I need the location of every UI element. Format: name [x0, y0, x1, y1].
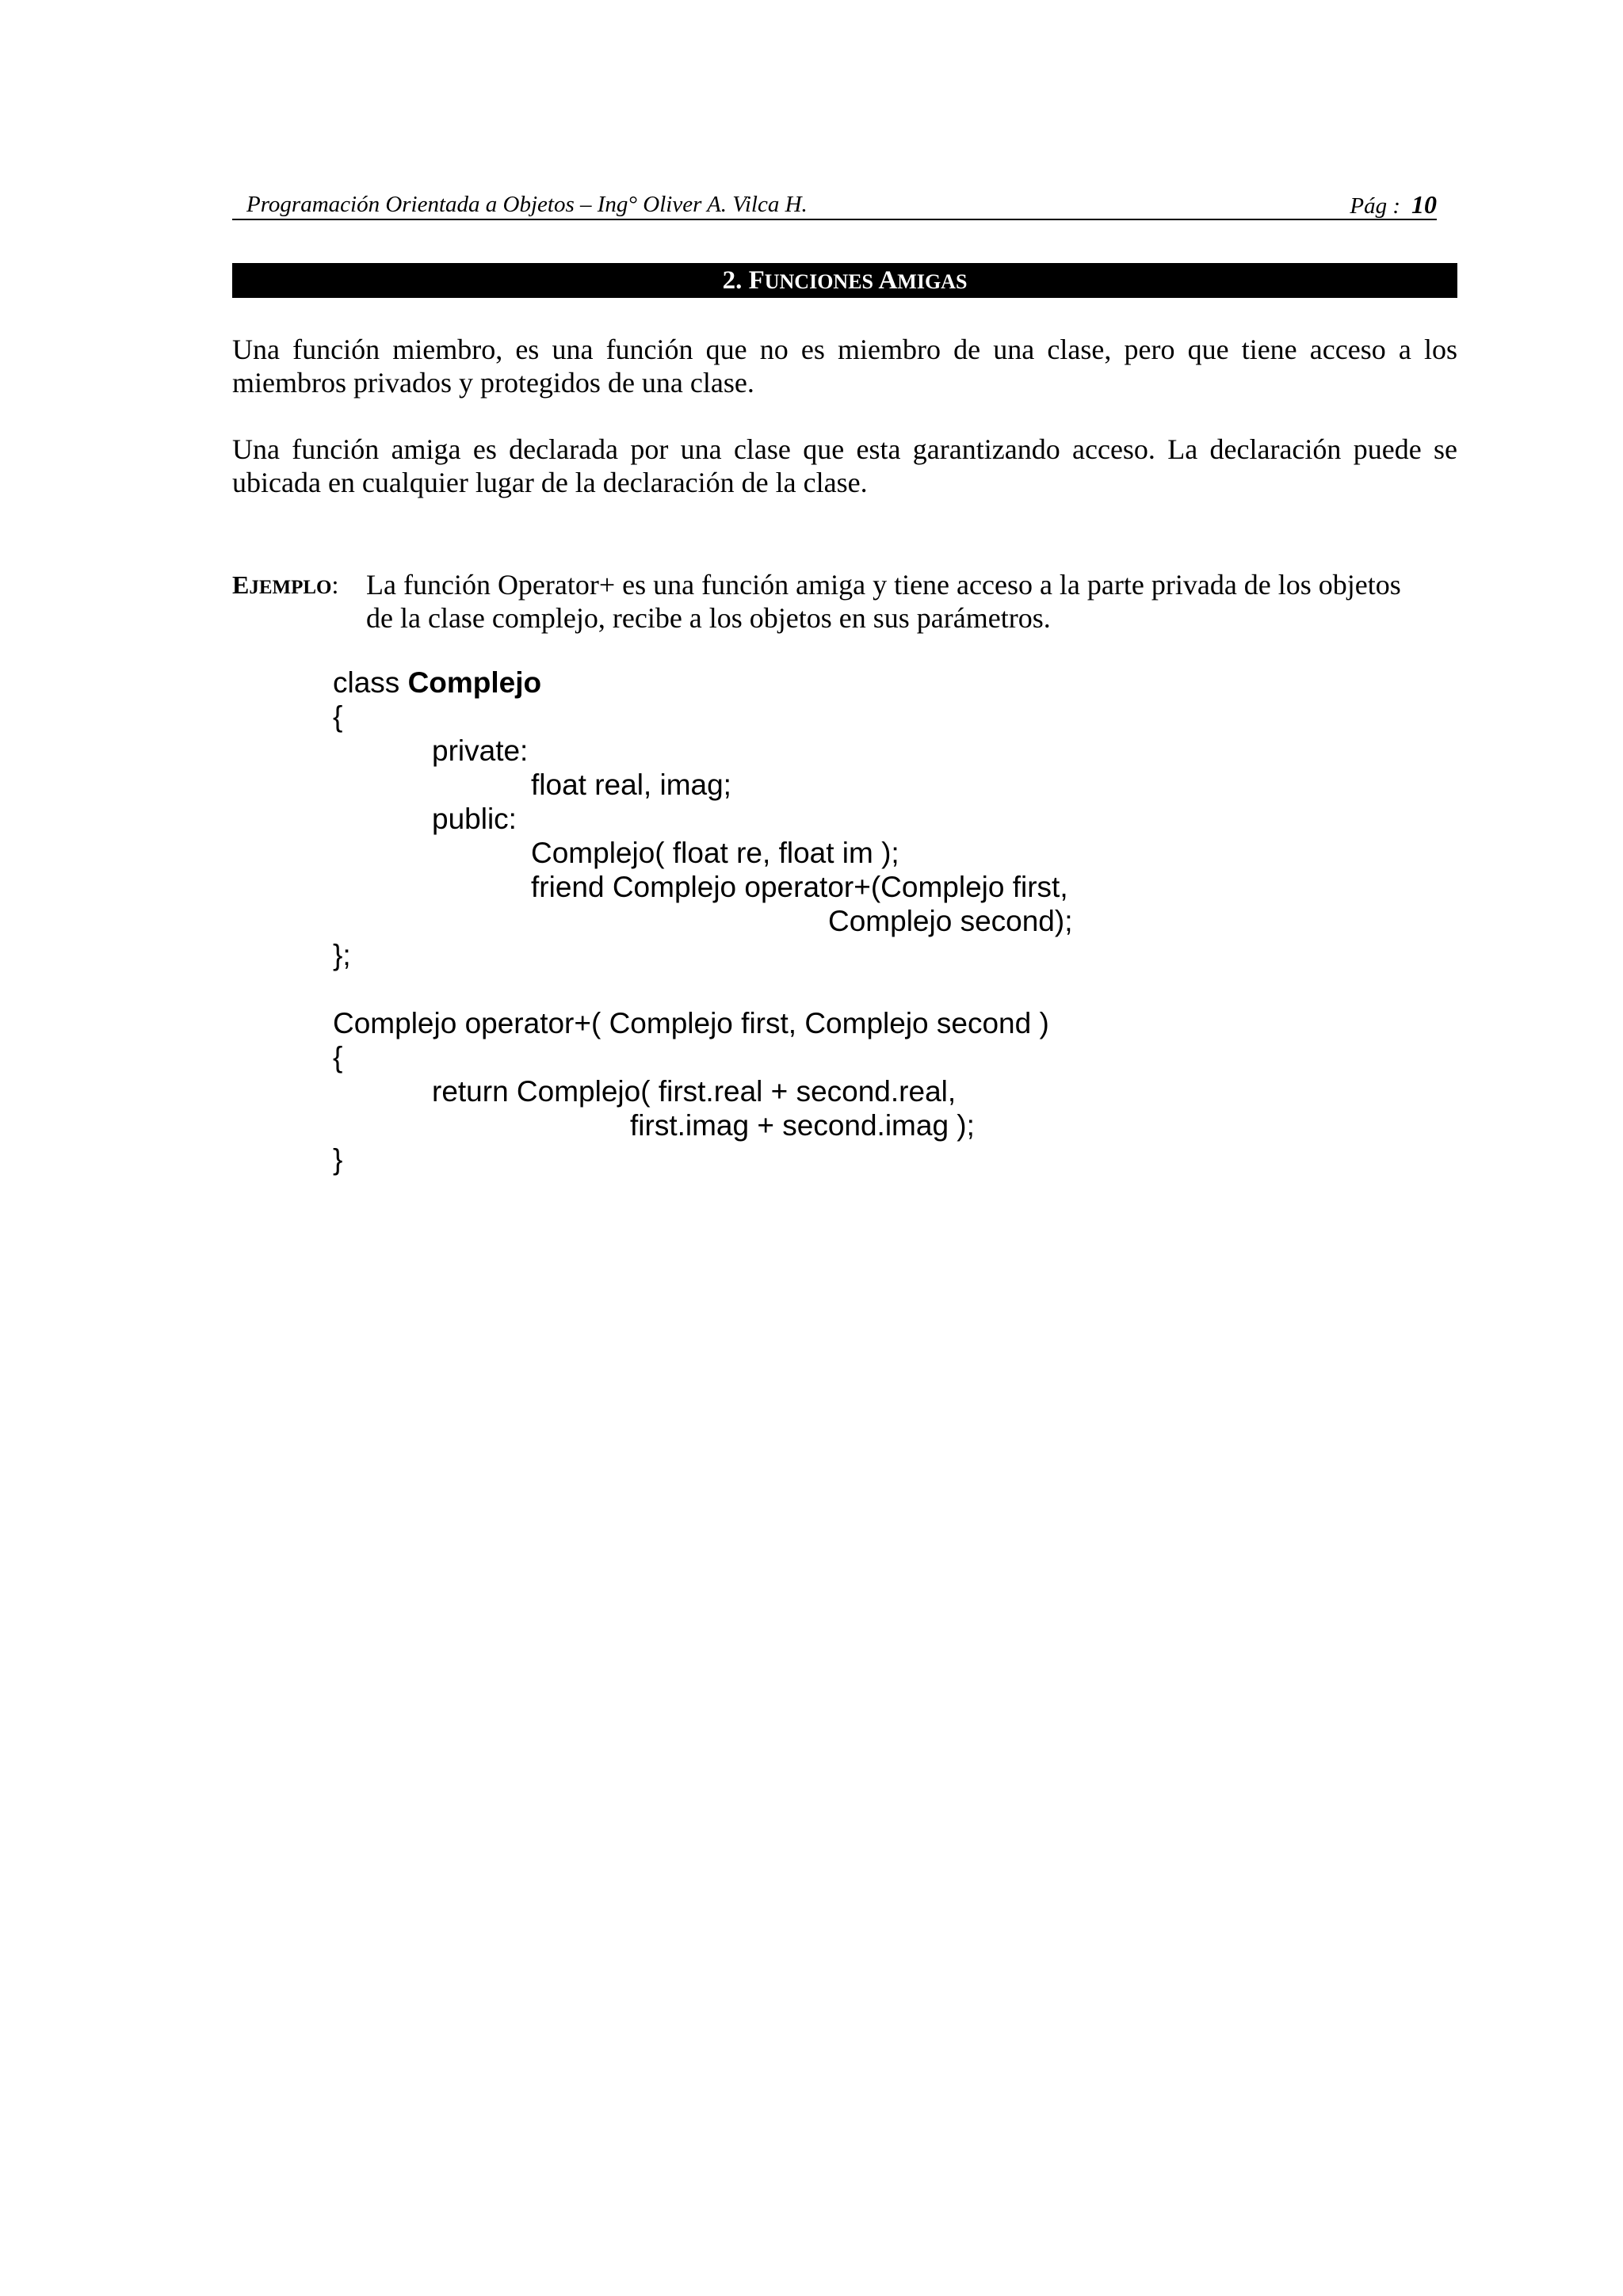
- example-text-line-1: La función Operator+ es una función amiga y tiene acceso a la parte privada de los objetos: [366, 569, 1401, 601]
- code-line: Complejo( float re, float im );: [531, 837, 899, 869]
- page-label: Pág :: [1350, 193, 1400, 219]
- example-text-line-2: de la clase complejo, recibe a los objetos en sus parámetros.: [366, 602, 1051, 634]
- code-line: first.imag + second.imag );: [630, 1109, 975, 1142]
- code-line: {: [333, 1041, 343, 1074]
- example-label: EJEMPLO:: [232, 570, 339, 599]
- code-line: }: [333, 1143, 343, 1176]
- code-line-class: class Complejo: [333, 666, 542, 699]
- example-text: [366, 568, 1457, 635]
- code-line: return Complejo( first.real + second.real,: [432, 1075, 957, 1108]
- paragraph-1: Una función miembro, es una función que no es miembro de una clase, pero que tiene acceso a los miembros privados y protegidos de una clase.: [232, 334, 1457, 399]
- code-line: public:: [432, 803, 517, 835]
- page-number: 10: [1411, 190, 1437, 219]
- code-line: private:: [432, 734, 529, 767]
- section-number: 2.: [722, 266, 743, 295]
- code-line: float real, imag;: [531, 769, 731, 801]
- section-title-word-1: FUNCIONES: [748, 266, 873, 295]
- section-title-word-2: AMIGAS: [878, 266, 968, 295]
- code-line: Complejo second);: [828, 905, 1073, 937]
- code-line: Complejo operator+( Complejo first, Complejo second ): [333, 1007, 1049, 1039]
- code-line: {: [333, 700, 343, 733]
- header-page: [1350, 187, 1437, 223]
- code-line: friend Complejo operator+(Complejo first,: [531, 871, 1068, 903]
- code-line: };: [333, 939, 351, 971]
- section-heading: [232, 263, 1457, 298]
- page-header: [232, 184, 1437, 220]
- paragraph-2: Una función amiga es declarada por una clase que esta garantizando acceso. La declaración puede se ubicada en cualquier lugar de la declaración de la clase.: [232, 433, 1457, 498]
- class-name: Complejo: [407, 666, 542, 699]
- header-title: Programación Orientada a Objetos – Ing° Oliver A. Vilca H.: [246, 192, 808, 217]
